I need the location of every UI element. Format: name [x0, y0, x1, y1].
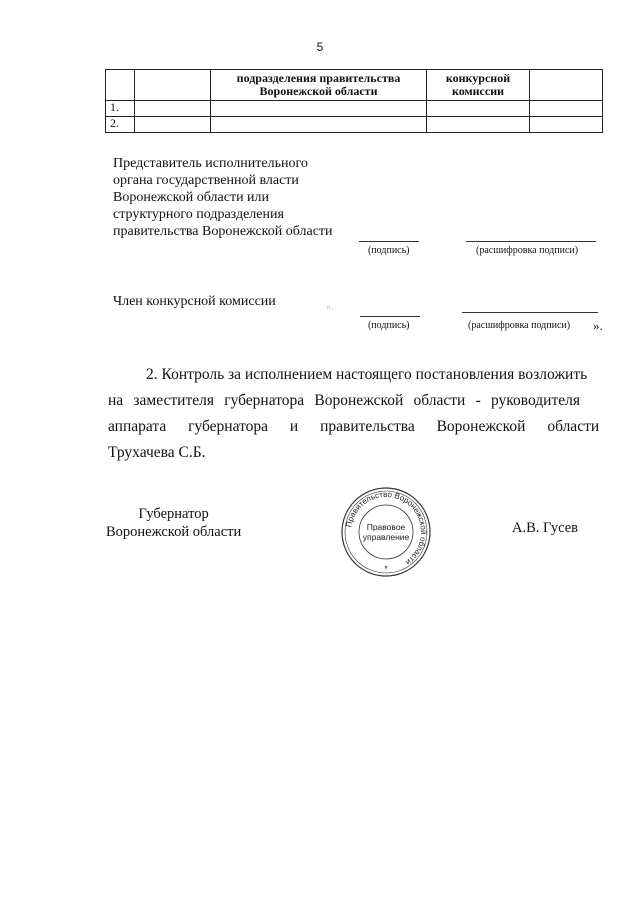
- commission-member-ghost-mark: ».: [326, 302, 334, 313]
- governor-title-line: Губернатор: [138, 506, 209, 522]
- representative-line: органа государственной власти: [113, 173, 299, 188]
- member-decoding-line: [462, 312, 598, 313]
- stamp-inner-text: Правовое: [366, 522, 406, 532]
- table-cell: [427, 117, 530, 133]
- control-paragraph: [108, 362, 600, 466]
- stamp-star: *: [384, 564, 388, 574]
- table-header-cell: [530, 70, 603, 101]
- commission-member-label: Член конкурсной комиссии: [113, 294, 276, 309]
- table-cell: [530, 101, 603, 117]
- table-cell: 1.: [106, 101, 135, 117]
- table-cell: [427, 101, 530, 117]
- table-cell: [135, 117, 211, 133]
- table-row: [106, 117, 603, 133]
- representative-line: Воронежской области или: [113, 190, 270, 205]
- member-decoding-label: (расшифровка подписи): [468, 320, 571, 331]
- paragraph-line: аппарата губернатора и правительства Воронежской области: [108, 418, 600, 435]
- closing-quote: ».: [593, 318, 603, 333]
- paragraph-line: 2. Контроль за исполнением настоящего постановления возложить: [146, 366, 588, 383]
- table-cell: [530, 117, 603, 133]
- governor-title: [106, 505, 241, 541]
- table-header-cell: подразделения правительства Воронежской области: [211, 70, 427, 101]
- table-cell: 2.: [106, 117, 135, 133]
- official-stamp-image: [338, 484, 434, 580]
- representative-line: Представитель исполнительного: [113, 156, 308, 171]
- stamp-outer-text: Правительство Воронежской области: [344, 489, 429, 567]
- table-cell: [211, 117, 427, 133]
- member-signature-line: [360, 316, 420, 317]
- representative-line: правительства Воронежской области: [113, 224, 333, 239]
- paragraph-line: Трухачева С.Б.: [108, 444, 206, 461]
- paragraph-line: на заместителя губернатора Воронежской области - руководителя: [108, 392, 580, 409]
- table-row: [106, 101, 603, 117]
- representative-decoding-label: (расшифровка подписи): [476, 245, 579, 256]
- table-cell: [135, 101, 211, 117]
- representative-decoding-line: [466, 241, 596, 242]
- table-cell: [211, 101, 427, 117]
- participants-table: [105, 69, 603, 133]
- governor-title-line: Воронежской области: [106, 524, 242, 540]
- representative-signature-line: [359, 241, 419, 242]
- stamp-inner-text: управление: [362, 532, 410, 542]
- governor-name: А.В. Гусев: [512, 520, 578, 536]
- page-number: 5: [316, 40, 324, 54]
- representative-label: [113, 155, 373, 240]
- representative-line: структурного подразделения: [113, 207, 284, 222]
- member-signature-label: (подпись): [368, 320, 410, 331]
- table-header-cell: конкурсной комиссии: [427, 70, 530, 101]
- table-header-row: [106, 70, 603, 101]
- representative-signature-label: (подпись): [368, 245, 410, 256]
- table-header-cell: [135, 70, 211, 101]
- table-header-cell: [106, 70, 135, 101]
